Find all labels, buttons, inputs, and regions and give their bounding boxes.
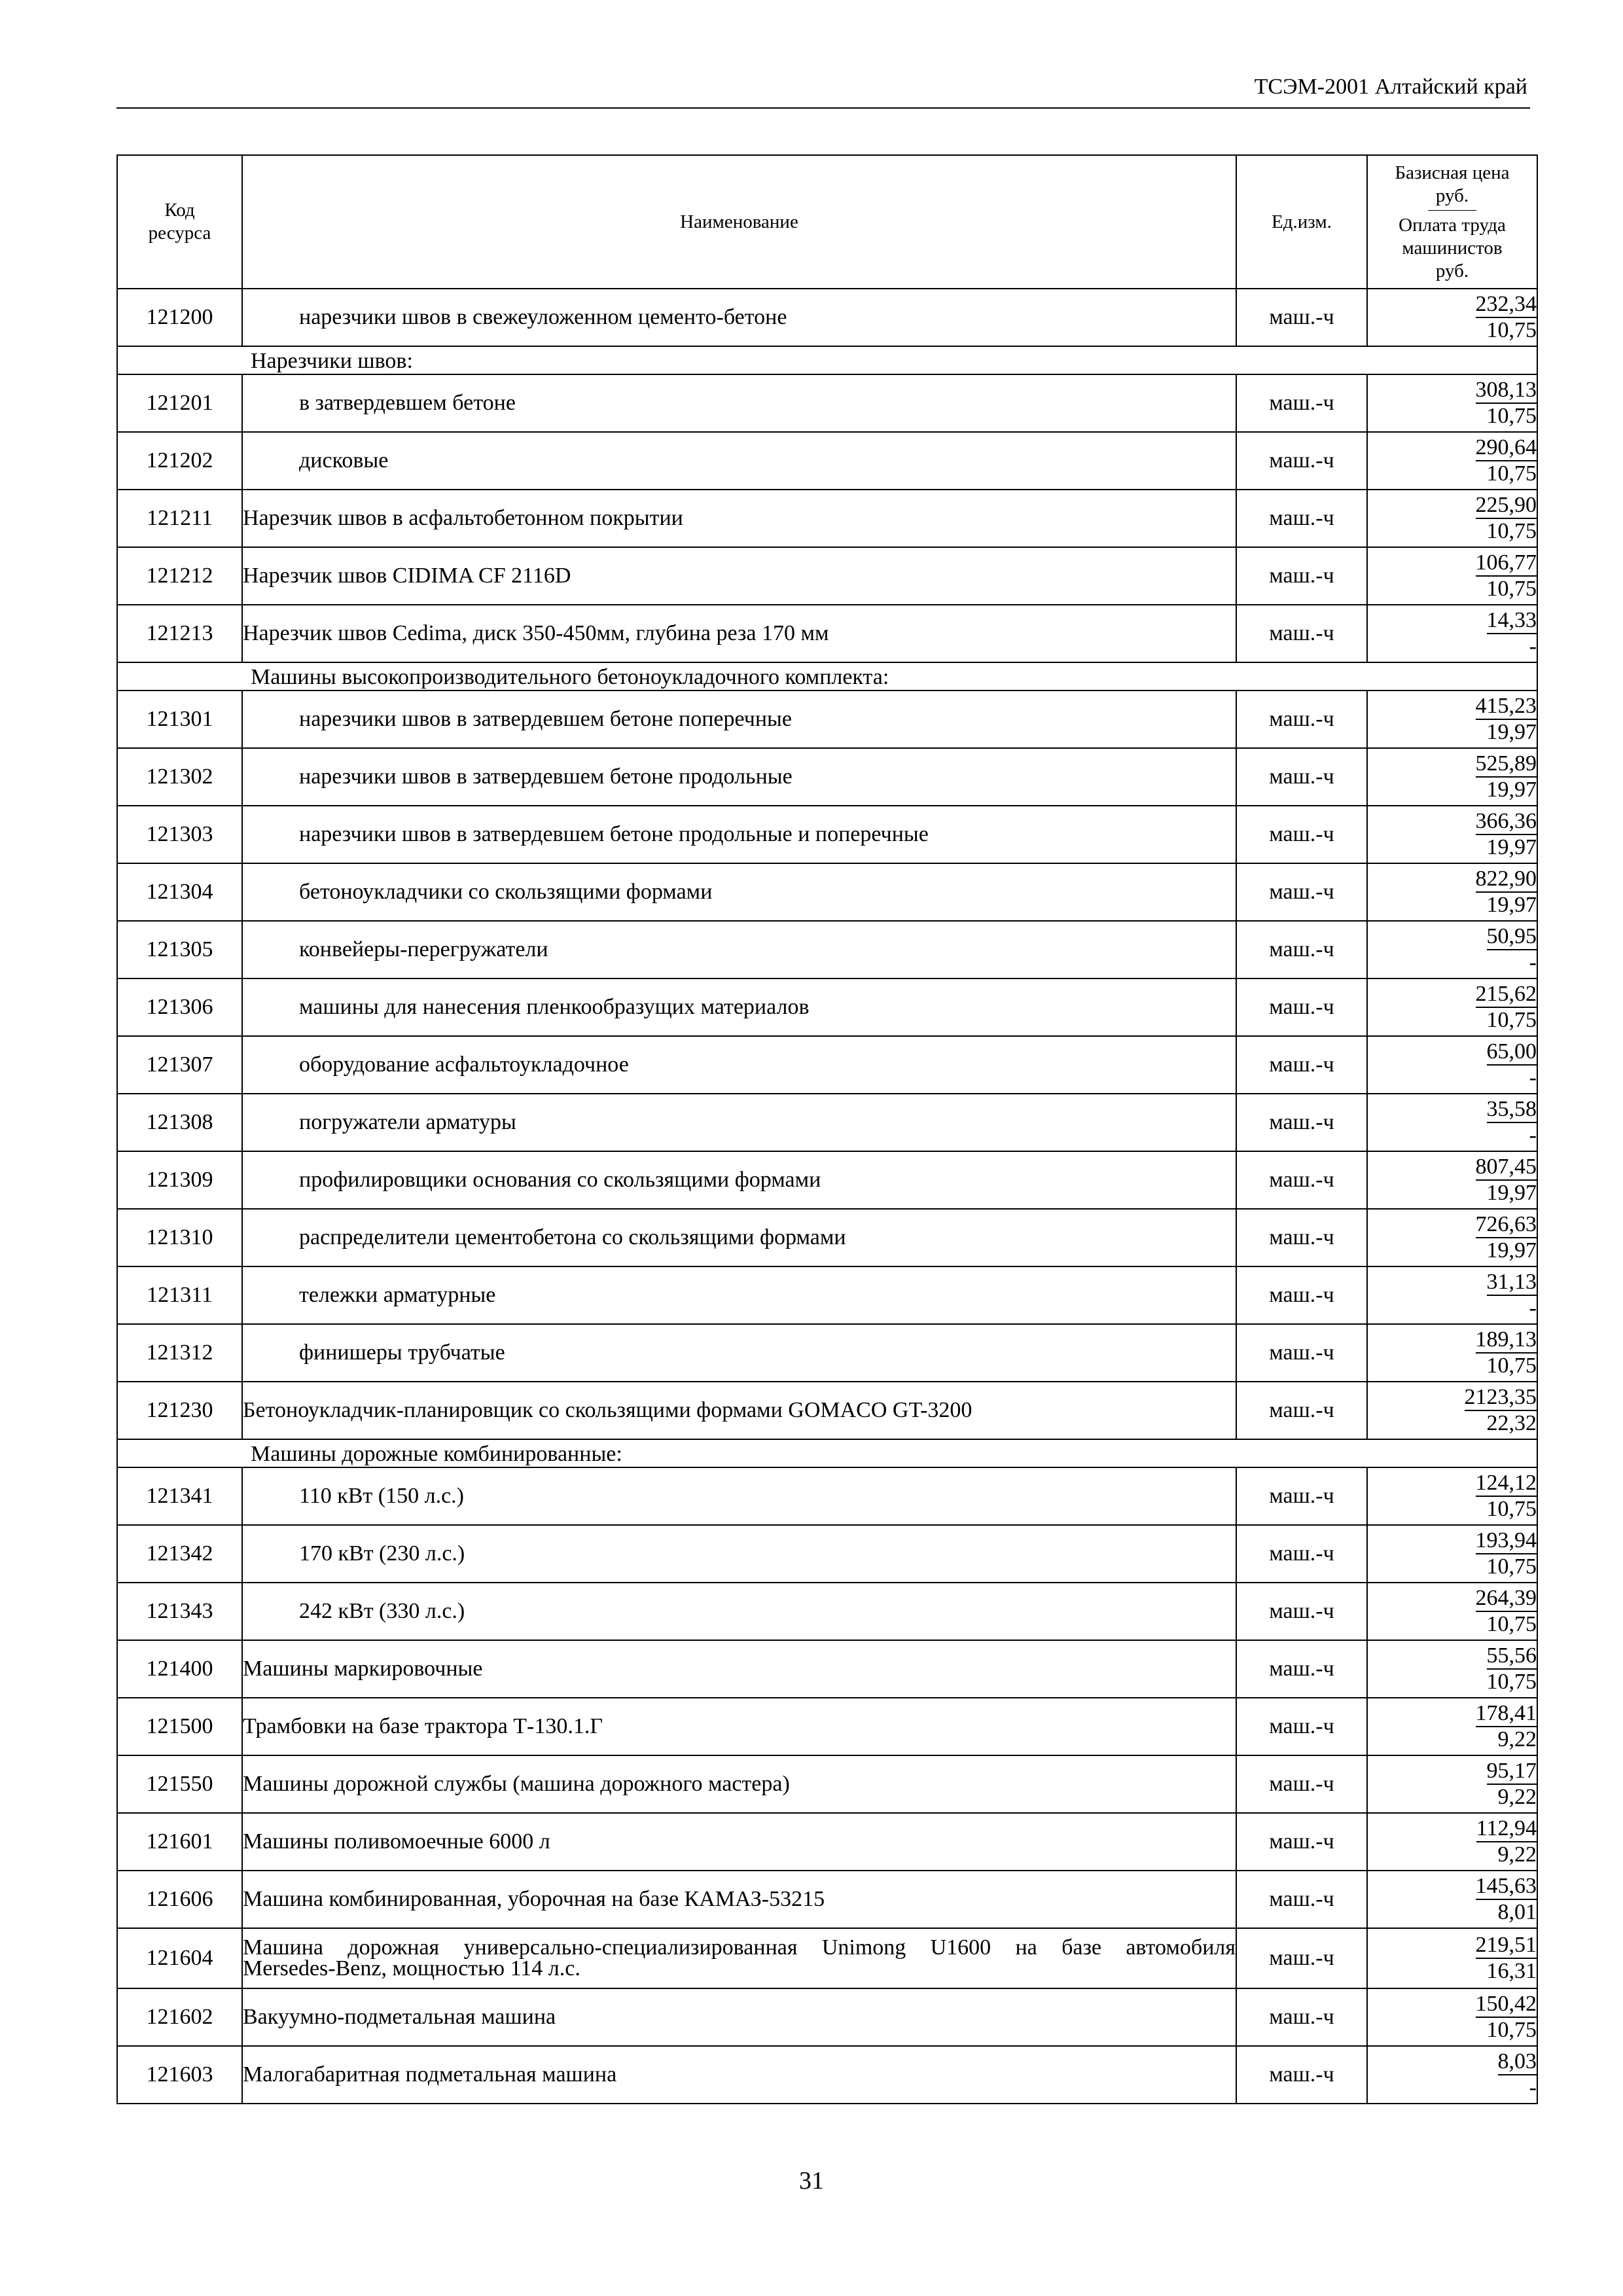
page-number: 31 (799, 2167, 824, 2195)
header-title: ТСЭМ-2001 Алтайский край (1254, 75, 1527, 99)
resource-code: 121202 (117, 432, 242, 490)
operator-labor-cost: 9,22 (1497, 1785, 1537, 1809)
resource-price-table (116, 154, 1538, 2104)
operator-labor-cost: 10,75 (1486, 1612, 1537, 1636)
operator-labor-cost: 9,22 (1497, 1727, 1537, 1751)
unit-of-measure: маш.-ч (1236, 490, 1367, 547)
resource-name: нарезчики швов в затвердевшем бетоне поперечные (242, 691, 1236, 748)
resource-name: Бетоноукладчик-планировщик со скользящими формами GOMACO GT-3200 (242, 1382, 1236, 1439)
resource-code: 121603 (117, 2046, 242, 2104)
unit-of-measure: маш.-ч (1236, 1813, 1367, 1871)
table-row (117, 1151, 1537, 1209)
resource-code: 121211 (117, 490, 242, 547)
price-cell (1367, 1036, 1537, 1094)
resource-name: 170 кВт (230 л.с.) (242, 1525, 1236, 1583)
resource-code: 121311 (117, 1266, 242, 1324)
operator-labor-cost: 19,97 (1486, 1238, 1537, 1263)
column-header-code: Код ресурса (117, 155, 242, 289)
table-row (117, 605, 1537, 662)
operator-labor-cost: 16,31 (1486, 1959, 1537, 1983)
unit-of-measure: маш.-ч (1236, 432, 1367, 490)
price-fraction (1476, 1701, 1537, 1752)
table-row (117, 806, 1537, 863)
price-fraction (1476, 378, 1537, 429)
base-price: 14,33 (1487, 608, 1537, 634)
header-separator (1428, 210, 1476, 211)
column-header-price: Базисная цена руб. Оплата труда машинистов руб. (1367, 155, 1537, 289)
group-heading-row (117, 662, 1537, 691)
operator-labor-cost: 10,75 (1486, 1008, 1537, 1032)
price-cell (1367, 806, 1537, 863)
resource-name: Машины маркировочные (242, 1640, 1236, 1698)
price-cell (1367, 1640, 1537, 1698)
resource-code: 121304 (117, 863, 242, 921)
unit-of-measure: маш.-ч (1236, 806, 1367, 863)
price-fraction (1487, 1097, 1537, 1148)
table-row (117, 1382, 1537, 1439)
resource-code: 121201 (117, 374, 242, 432)
price-fraction (1476, 1528, 1537, 1579)
unit-of-measure: маш.-ч (1236, 547, 1367, 605)
base-price: 95,17 (1487, 1759, 1537, 1785)
resource-name-line: Машина дорожная универсально-специализированная Unimong U1600 на базе автомобиля (243, 1935, 1236, 1960)
unit-of-measure: маш.-ч (1236, 1755, 1367, 1813)
price-fraction (1476, 292, 1537, 343)
unit-of-measure: маш.-ч (1236, 289, 1367, 346)
resource-name: в затвердевшем бетоне (242, 374, 1236, 432)
resource-name: Вакуумно-подметальная машина (242, 1988, 1236, 2046)
unit-of-measure: маш.-ч (1236, 691, 1367, 748)
resource-code: 121601 (117, 1813, 242, 1871)
table-row (117, 978, 1537, 1036)
price-cell (1367, 605, 1537, 662)
resource-name: бетоноукладчики со скользящими формами (242, 863, 1236, 921)
price-fraction (1476, 550, 1537, 601)
resource-name: конвейеры-перегружатели (242, 921, 1236, 978)
price-cell (1367, 374, 1537, 432)
operator-labor-cost: 10,75 (1486, 1670, 1537, 1694)
base-price: 225,90 (1476, 493, 1537, 519)
resource-name: погружатели арматуры (242, 1094, 1236, 1151)
base-price: 31,13 (1487, 1270, 1537, 1296)
unit-of-measure: маш.-ч (1236, 1698, 1367, 1755)
price-fraction (1487, 1270, 1537, 1321)
price-cell (1367, 547, 1537, 605)
price-fraction (1465, 1385, 1537, 1436)
unit-of-measure: маш.-ч (1236, 1640, 1367, 1698)
unit-of-measure: маш.-ч (1236, 1583, 1367, 1640)
resource-code: 121342 (117, 1525, 242, 1583)
table-row (117, 1094, 1537, 1151)
resource-name: Машины дорожной службы (машина дорожного мастера) (242, 1755, 1236, 1813)
unit-of-measure: маш.-ч (1236, 921, 1367, 978)
unit-of-measure: маш.-ч (1236, 2046, 1367, 2104)
price-cell (1367, 1583, 1537, 1640)
price-fraction (1476, 1471, 1537, 1522)
operator-labor-cost: 22,32 (1486, 1411, 1537, 1435)
base-price: 726,63 (1476, 1212, 1537, 1238)
price-cell (1367, 691, 1537, 748)
base-price: 215,62 (1476, 982, 1537, 1008)
base-price: 50,95 (1487, 924, 1537, 950)
operator-labor-cost: - (1529, 2075, 1537, 2100)
base-price: 2123,35 (1465, 1385, 1537, 1411)
group-heading-text: Машины дорожные комбинированные: (251, 1442, 622, 1466)
price-fraction (1476, 1327, 1537, 1378)
price-fraction (1476, 809, 1537, 860)
resource-name: нарезчики швов в затвердевшем бетоне продольные (242, 748, 1236, 806)
base-price: 35,58 (1487, 1097, 1537, 1123)
unit-of-measure: маш.-ч (1236, 978, 1367, 1036)
resource-name: распределители цементобетона со скользящими формами (242, 1209, 1236, 1266)
group-heading-row (117, 1439, 1537, 1467)
table-row (117, 691, 1537, 748)
table-row (117, 2046, 1537, 2104)
base-price: 112,94 (1476, 1816, 1537, 1842)
unit-of-measure: маш.-ч (1236, 1467, 1367, 1525)
price-fraction (1476, 1586, 1537, 1637)
price-cell (1367, 863, 1537, 921)
base-price: 807,45 (1476, 1155, 1537, 1181)
unit-of-measure: маш.-ч (1236, 374, 1367, 432)
table-row (117, 490, 1537, 547)
resource-name: Трамбовки на базе трактора Т-130.1.Г (242, 1698, 1236, 1755)
price-fraction (1487, 924, 1537, 975)
resource-name: Нарезчик швов CIDIMA CF 2116D (242, 547, 1236, 605)
group-heading-text: Машины высокопроизводительного бетоноукладочного комплекта: (251, 665, 889, 689)
table-row (117, 1467, 1537, 1525)
resource-code: 121305 (117, 921, 242, 978)
price-cell (1367, 1467, 1537, 1525)
price-cell (1367, 1094, 1537, 1151)
unit-of-measure: маш.-ч (1236, 1382, 1367, 1439)
price-fraction (1476, 982, 1537, 1033)
resource-name: финишеры трубчатые (242, 1324, 1236, 1382)
operator-labor-cost: 10,75 (1486, 1554, 1537, 1579)
base-price: 219,51 (1476, 1933, 1537, 1959)
table-row (117, 1324, 1537, 1382)
price-fraction (1487, 1759, 1537, 1810)
base-price: 232,34 (1476, 292, 1537, 318)
unit-of-measure: маш.-ч (1236, 1036, 1367, 1094)
operator-labor-cost: 10,75 (1486, 577, 1537, 601)
resource-name-line: Mersedes-Benz, мощностью 114 л.с. (243, 1956, 580, 1981)
price-cell (1367, 289, 1537, 346)
price-cell (1367, 1813, 1537, 1871)
base-price: 106,77 (1476, 550, 1537, 577)
resource-name: профилировщики основания со скользящими формами (242, 1151, 1236, 1209)
price-fraction (1476, 694, 1537, 745)
unit-of-measure: маш.-ч (1236, 863, 1367, 921)
resource-name: нарезчики швов в свежеуложенном цементо-бетоне (242, 289, 1236, 346)
table-row (117, 1698, 1537, 1755)
resource-code: 121213 (117, 605, 242, 662)
unit-of-measure: маш.-ч (1236, 1988, 1367, 2046)
base-price: 124,12 (1476, 1471, 1537, 1497)
resource-code: 121212 (117, 547, 242, 605)
unit-of-measure: маш.-ч (1236, 1871, 1367, 1928)
operator-labor-cost: - (1529, 1296, 1537, 1320)
base-price: 189,13 (1476, 1327, 1537, 1354)
resource-name: Нарезчик швов Cedima, диск 350-450мм, глубина реза 170 мм (242, 605, 1236, 662)
resource-name: оборудование асфальтоукладочное (242, 1036, 1236, 1094)
price-cell (1367, 1698, 1537, 1755)
unit-of-measure: маш.-ч (1236, 1151, 1367, 1209)
table-header (117, 155, 1537, 289)
resource-code: 121302 (117, 748, 242, 806)
table-row (117, 1988, 1537, 2046)
resource-code: 121303 (117, 806, 242, 863)
base-price: 8,03 (1498, 2049, 1537, 2075)
base-price: 55,56 (1487, 1643, 1537, 1670)
table-body (117, 289, 1537, 2104)
operator-labor-cost: 10,75 (1486, 1497, 1537, 1521)
unit-of-measure: маш.-ч (1236, 1094, 1367, 1151)
resource-code: 121604 (117, 1928, 242, 1988)
price-fraction (1476, 1155, 1537, 1206)
table-row (117, 432, 1537, 490)
resource-code: 121606 (117, 1871, 242, 1928)
price-fraction (1476, 493, 1537, 544)
table-row (117, 1525, 1537, 1583)
price-cell (1367, 1928, 1537, 1988)
price-fraction (1476, 435, 1537, 486)
unit-of-measure: маш.-ч (1236, 748, 1367, 806)
group-heading (117, 1439, 1537, 1467)
price-cell (1367, 490, 1537, 547)
price-fraction (1476, 1992, 1537, 2043)
price-fraction (1476, 1874, 1537, 1925)
unit-of-measure: маш.-ч (1236, 1324, 1367, 1382)
price-fraction (1476, 751, 1537, 802)
base-price: 264,39 (1476, 1586, 1537, 1612)
operator-labor-cost: - (1529, 1066, 1537, 1090)
price-cell (1367, 1324, 1537, 1382)
base-price: 178,41 (1476, 1701, 1537, 1727)
price-cell (1367, 1209, 1537, 1266)
price-fraction (1487, 608, 1537, 659)
resource-code: 121307 (117, 1036, 242, 1094)
table-row (117, 748, 1537, 806)
resource-name: Малогабаритная подметальная машина (242, 2046, 1236, 2104)
page-header (116, 71, 1530, 109)
resource-code: 121301 (117, 691, 242, 748)
operator-labor-cost: 19,97 (1486, 1181, 1537, 1205)
price-fraction (1487, 1039, 1537, 1090)
resource-code: 121308 (117, 1094, 242, 1151)
operator-labor-cost: - (1529, 634, 1537, 658)
table-row (117, 1871, 1537, 1928)
resource-code: 121306 (117, 978, 242, 1036)
price-cell (1367, 748, 1537, 806)
resource-name: Машины поливомоечные 6000 л (242, 1813, 1236, 1871)
base-price: 366,36 (1476, 809, 1537, 835)
base-price: 308,13 (1476, 378, 1537, 404)
table-row (117, 1640, 1537, 1698)
table-row (117, 1583, 1537, 1640)
operator-labor-cost: 10,75 (1486, 519, 1537, 543)
resource-code: 121310 (117, 1209, 242, 1266)
base-price: 145,63 (1476, 1874, 1537, 1900)
base-price: 193,94 (1476, 1528, 1537, 1554)
operator-labor-cost: 9,22 (1497, 1842, 1537, 1867)
table-row (117, 1036, 1537, 1094)
group-heading-text: Нарезчики швов: (251, 349, 413, 373)
resource-name: нарезчики швов в затвердевшем бетоне продольные и поперечные (242, 806, 1236, 863)
resource-code: 121500 (117, 1698, 242, 1755)
price-fraction (1476, 1933, 1537, 1984)
resource-name: Нарезчик швов в асфальтобетонном покрытии (242, 490, 1236, 547)
operator-labor-cost: 10,75 (1486, 2018, 1537, 2042)
table-row (117, 1266, 1537, 1324)
unit-of-measure: маш.-ч (1236, 1928, 1367, 1988)
group-heading (117, 346, 1537, 374)
operator-labor-cost: 10,75 (1486, 404, 1537, 428)
base-price: 415,23 (1476, 694, 1537, 720)
unit-of-measure: маш.-ч (1236, 1525, 1367, 1583)
resource-code: 121309 (117, 1151, 242, 1209)
price-cell (1367, 978, 1537, 1036)
resource-code: 121550 (117, 1755, 242, 1813)
resource-name (242, 1928, 1236, 1988)
table-row (117, 1755, 1537, 1813)
price-fraction (1498, 2049, 1537, 2100)
price-fraction (1476, 1212, 1537, 1263)
resource-name: машины для нанесения пленкообразущих материалов (242, 978, 1236, 1036)
column-header-name: Наименование (242, 155, 1236, 289)
operator-labor-cost: - (1529, 950, 1537, 975)
table-row (117, 289, 1537, 346)
price-fraction (1487, 1643, 1537, 1695)
operator-labor-cost: 8,01 (1497, 1900, 1537, 1924)
price-cell (1367, 1525, 1537, 1583)
resource-code: 121230 (117, 1382, 242, 1439)
operator-labor-cost: 10,75 (1486, 318, 1537, 342)
table-row (117, 1928, 1537, 1988)
price-cell (1367, 1871, 1537, 1928)
price-cell (1367, 1988, 1537, 2046)
operator-labor-cost: 10,75 (1486, 461, 1537, 486)
price-fraction (1476, 867, 1537, 918)
operator-labor-cost: 19,97 (1486, 778, 1537, 802)
price-cell (1367, 2046, 1537, 2104)
resource-name: 242 кВт (330 л.с.) (242, 1583, 1236, 1640)
resource-name: тележки арматурные (242, 1266, 1236, 1324)
price-cell (1367, 1151, 1537, 1209)
unit-of-measure: маш.-ч (1236, 1209, 1367, 1266)
price-cell (1367, 432, 1537, 490)
resource-code: 121341 (117, 1467, 242, 1525)
base-price: 290,64 (1476, 435, 1537, 461)
table-row (117, 1813, 1537, 1871)
table-row (117, 1209, 1537, 1266)
table-row (117, 921, 1537, 978)
resource-name: Машина комбинированная, уборочная на базе КАМАЗ-53215 (242, 1871, 1236, 1928)
table-row (117, 863, 1537, 921)
resource-code: 121312 (117, 1324, 242, 1382)
operator-labor-cost: 19,97 (1486, 835, 1537, 859)
operator-labor-cost: 19,97 (1486, 893, 1537, 917)
unit-of-measure: маш.-ч (1236, 1266, 1367, 1324)
column-header-unit: Ед.изм. (1236, 155, 1367, 289)
unit-of-measure: маш.-ч (1236, 605, 1367, 662)
price-cell (1367, 1266, 1537, 1324)
operator-labor-cost: 10,75 (1486, 1354, 1537, 1378)
price-cell (1367, 1382, 1537, 1439)
resource-name: 110 кВт (150 л.с.) (242, 1467, 1236, 1525)
resource-code: 121200 (117, 289, 242, 346)
operator-labor-cost: - (1529, 1123, 1537, 1147)
base-price: 525,89 (1476, 751, 1537, 778)
table-row (117, 374, 1537, 432)
resource-code: 121400 (117, 1640, 242, 1698)
operator-labor-cost: 19,97 (1486, 720, 1537, 744)
price-cell (1367, 1755, 1537, 1813)
resource-code: 121343 (117, 1583, 242, 1640)
resource-name: дисковые (242, 432, 1236, 490)
table-row (117, 547, 1537, 605)
base-price: 150,42 (1476, 1992, 1537, 2018)
price-cell (1367, 921, 1537, 978)
group-heading-row (117, 346, 1537, 374)
group-heading (117, 662, 1537, 691)
base-price: 65,00 (1487, 1039, 1537, 1066)
resource-code: 121602 (117, 1988, 242, 2046)
price-fraction (1476, 1816, 1537, 1867)
base-price: 822,90 (1476, 867, 1537, 893)
